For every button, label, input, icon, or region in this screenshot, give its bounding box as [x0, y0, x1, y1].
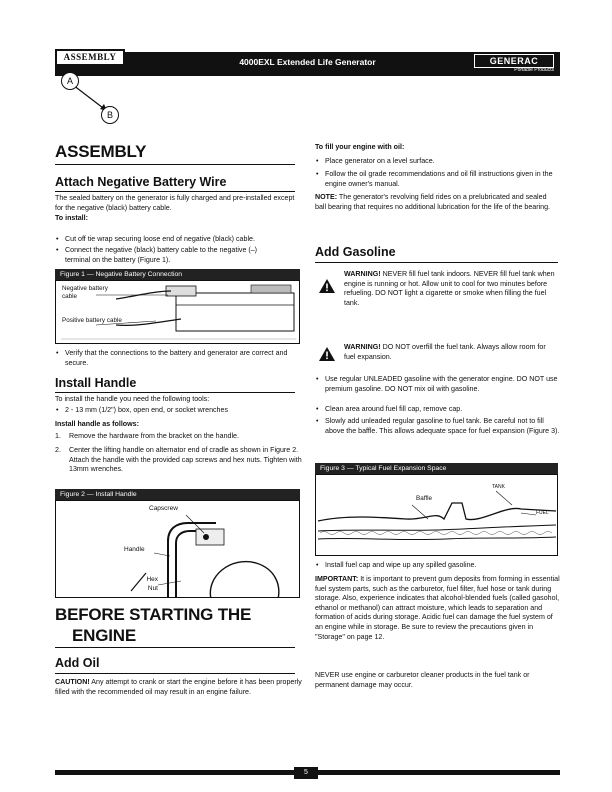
oil-bullet-2: • Follow the oil grade recommendations and oil fill instructions given in the engine owner's manual.	[315, 170, 560, 189]
note-text: The generator's revolving field rides on a prelubricated and sealed ball bearing that requires no additional lubrication for the life of the bearing.	[315, 193, 551, 211]
handle-step-2	[55, 446, 314, 475]
divider	[55, 392, 295, 393]
header-bar	[55, 52, 560, 76]
assembly-badge	[55, 45, 125, 125]
heading-add-gasoline: Add Gasoline	[315, 245, 396, 259]
divider	[55, 647, 295, 648]
handle-steps-intro: Install handle as follows:	[55, 420, 139, 428]
figure2-label-handle: Handle	[124, 546, 145, 553]
heading-add-oil: Add Oil	[55, 656, 100, 670]
warning-label: WARNING!	[344, 270, 381, 278]
step-text: Remove the hardware from the bracket on the handle.	[69, 432, 239, 440]
section-title-assembly: ASSEMBLY	[55, 142, 147, 161]
page-number: 5	[294, 767, 318, 779]
battery-verify-bullet: • Verify that the connections to the battery and generator are correct and secure.	[55, 349, 305, 368]
step-text: Center the lifting handle on alternator end of cradle as shown in Figure 2. Attach the handle with the provided cap screws and hex nuts. Tighten with 13mm wrenches.	[69, 446, 302, 474]
gasoline-important	[315, 575, 560, 642]
caution-text: Any attempt to crank or start the engine before it has been properly filled with the recommended oil may result in an engine failure.	[55, 678, 302, 696]
gasoline-never: NEVER use engine or carburetor cleaner products in the fuel tank or permanent damage may occur.	[315, 671, 530, 689]
section-title-before-starting-2: ENGINE	[72, 626, 136, 645]
section-title-before-starting-1: BEFORE STARTING THE	[55, 605, 252, 624]
figure3-label-tank: TANK	[492, 484, 505, 490]
heading-attach-battery: Attach Negative Battery Wire	[55, 175, 227, 189]
oil-bullet-1: • Place generator on a level surface.	[315, 157, 570, 167]
divider	[55, 164, 295, 165]
warning-text: DO NOT overfill the fuel tank. Always allow room for fuel expansion.	[344, 343, 546, 361]
gasoline-warning-1	[344, 270, 559, 308]
figure2-image	[55, 500, 300, 598]
note-label: NOTE:	[315, 193, 338, 201]
gasoline-cap-bullet: • Install fuel cap and wipe up any spilled gasoline.	[315, 561, 565, 571]
figure1-image	[55, 280, 300, 344]
figure1-label-negative: Negative battery cable	[62, 285, 108, 300]
brand-subtitle: Portable Products	[514, 67, 554, 73]
warning-label: WARNING!	[344, 343, 381, 351]
warning-icon	[318, 346, 336, 362]
figure1-label-positive: Positive battery cable	[62, 317, 122, 324]
badge-letter-a: A	[61, 72, 79, 90]
oil-caution	[55, 678, 303, 697]
caution-label: CAUTION!	[55, 678, 90, 686]
oil-note	[315, 193, 555, 212]
oil-fill-intro: To fill your engine with oil:	[315, 143, 405, 151]
figure2-caption: Figure 2 — Install Handle	[55, 489, 300, 500]
handle-tools-intro: To install the handle you need the following tools:	[55, 395, 210, 403]
heading-install-handle: Install Handle	[55, 376, 137, 390]
battery-bullet-2: • Connect the negative (black) battery cable to the negative (–) terminal on the battery (Figure 1).	[55, 246, 280, 265]
figure2-label-capscrew: Capscrew	[149, 505, 178, 512]
badge-letter-b: B	[101, 106, 119, 124]
brand-name: GENERAC	[474, 54, 554, 68]
fuel-tank-illustration	[316, 475, 558, 556]
gasoline-bullet-1: • Use regular UNLEADED gasoline with the generator engine. DO NOT use premium gasoline. DO NOT mix oil with gasoline.	[315, 375, 560, 394]
figure3-label-baffle: Baffle	[416, 495, 432, 502]
brand-logo	[472, 54, 554, 74]
divider	[315, 262, 558, 263]
figure3-caption: Figure 3 — Typical Fuel Expansion Space	[315, 463, 558, 474]
battery-bullet-1: • Cut off tie wrap securing loose end of negative (black) cable.	[55, 235, 300, 245]
figure2-label-hex-nut: Hex Nut	[146, 576, 158, 592]
gasoline-warning-2	[344, 343, 554, 362]
battery-intro: The sealed battery on the generator is fully charged and pre-installed except for the negative (black) battery cable.	[55, 194, 295, 212]
warning-text: NEVER fill fuel tank indoors. NEVER fill fuel tank when engine is running or hot. Allow unit to cool for two minutes before refueling. DO NOT light a cigarette or smoke when filling the fuel tank.	[344, 270, 555, 307]
handle-tool-bullet: • 2 - 13 mm (1/2") box, open end, or socket wrenches	[55, 406, 310, 416]
step-number: 2.	[55, 446, 61, 454]
document-title: 4000EXL Extended Life Generator	[239, 57, 376, 67]
handle-illustration	[56, 501, 300, 598]
gasoline-bullet-2: • Clean area around fuel fill cap, remove cap.	[315, 405, 560, 415]
figure3-label-fuel: FUEL	[536, 510, 549, 516]
battery-to-install: To install:	[55, 214, 88, 222]
important-text: It is important to prevent gum deposits from forming in essential fuel system parts, such as the carburetor, fuel filter, fuel hose or tank during storage. Also, experience indicates that alcohol-blended fuels (called gasohol, ethanol or methanol) can attract moisture, which leads to separation and formation of acids during storage. Acidic fuel can damage the fuel system of an engine while in storage. Be sure to review the precautions given in "Storage" on page 12.	[315, 575, 560, 641]
warning-icon	[318, 278, 336, 294]
step-number: 1.	[55, 432, 61, 440]
gasoline-bullet-3: • Slowly add unleaded regular gasoline to fuel tank. Be careful not to fill above the baffle. This allows adequate space for fuel expansion (Figure 3).	[315, 417, 560, 436]
figure1-caption: Figure 1 — Negative Battery Connection	[55, 269, 300, 280]
divider	[55, 673, 295, 674]
handle-step-1	[55, 432, 314, 442]
figure3-image	[315, 474, 558, 556]
important-label: IMPORTANT:	[315, 575, 359, 583]
divider	[55, 191, 295, 192]
badge-label: ASSEMBLY	[55, 49, 125, 66]
